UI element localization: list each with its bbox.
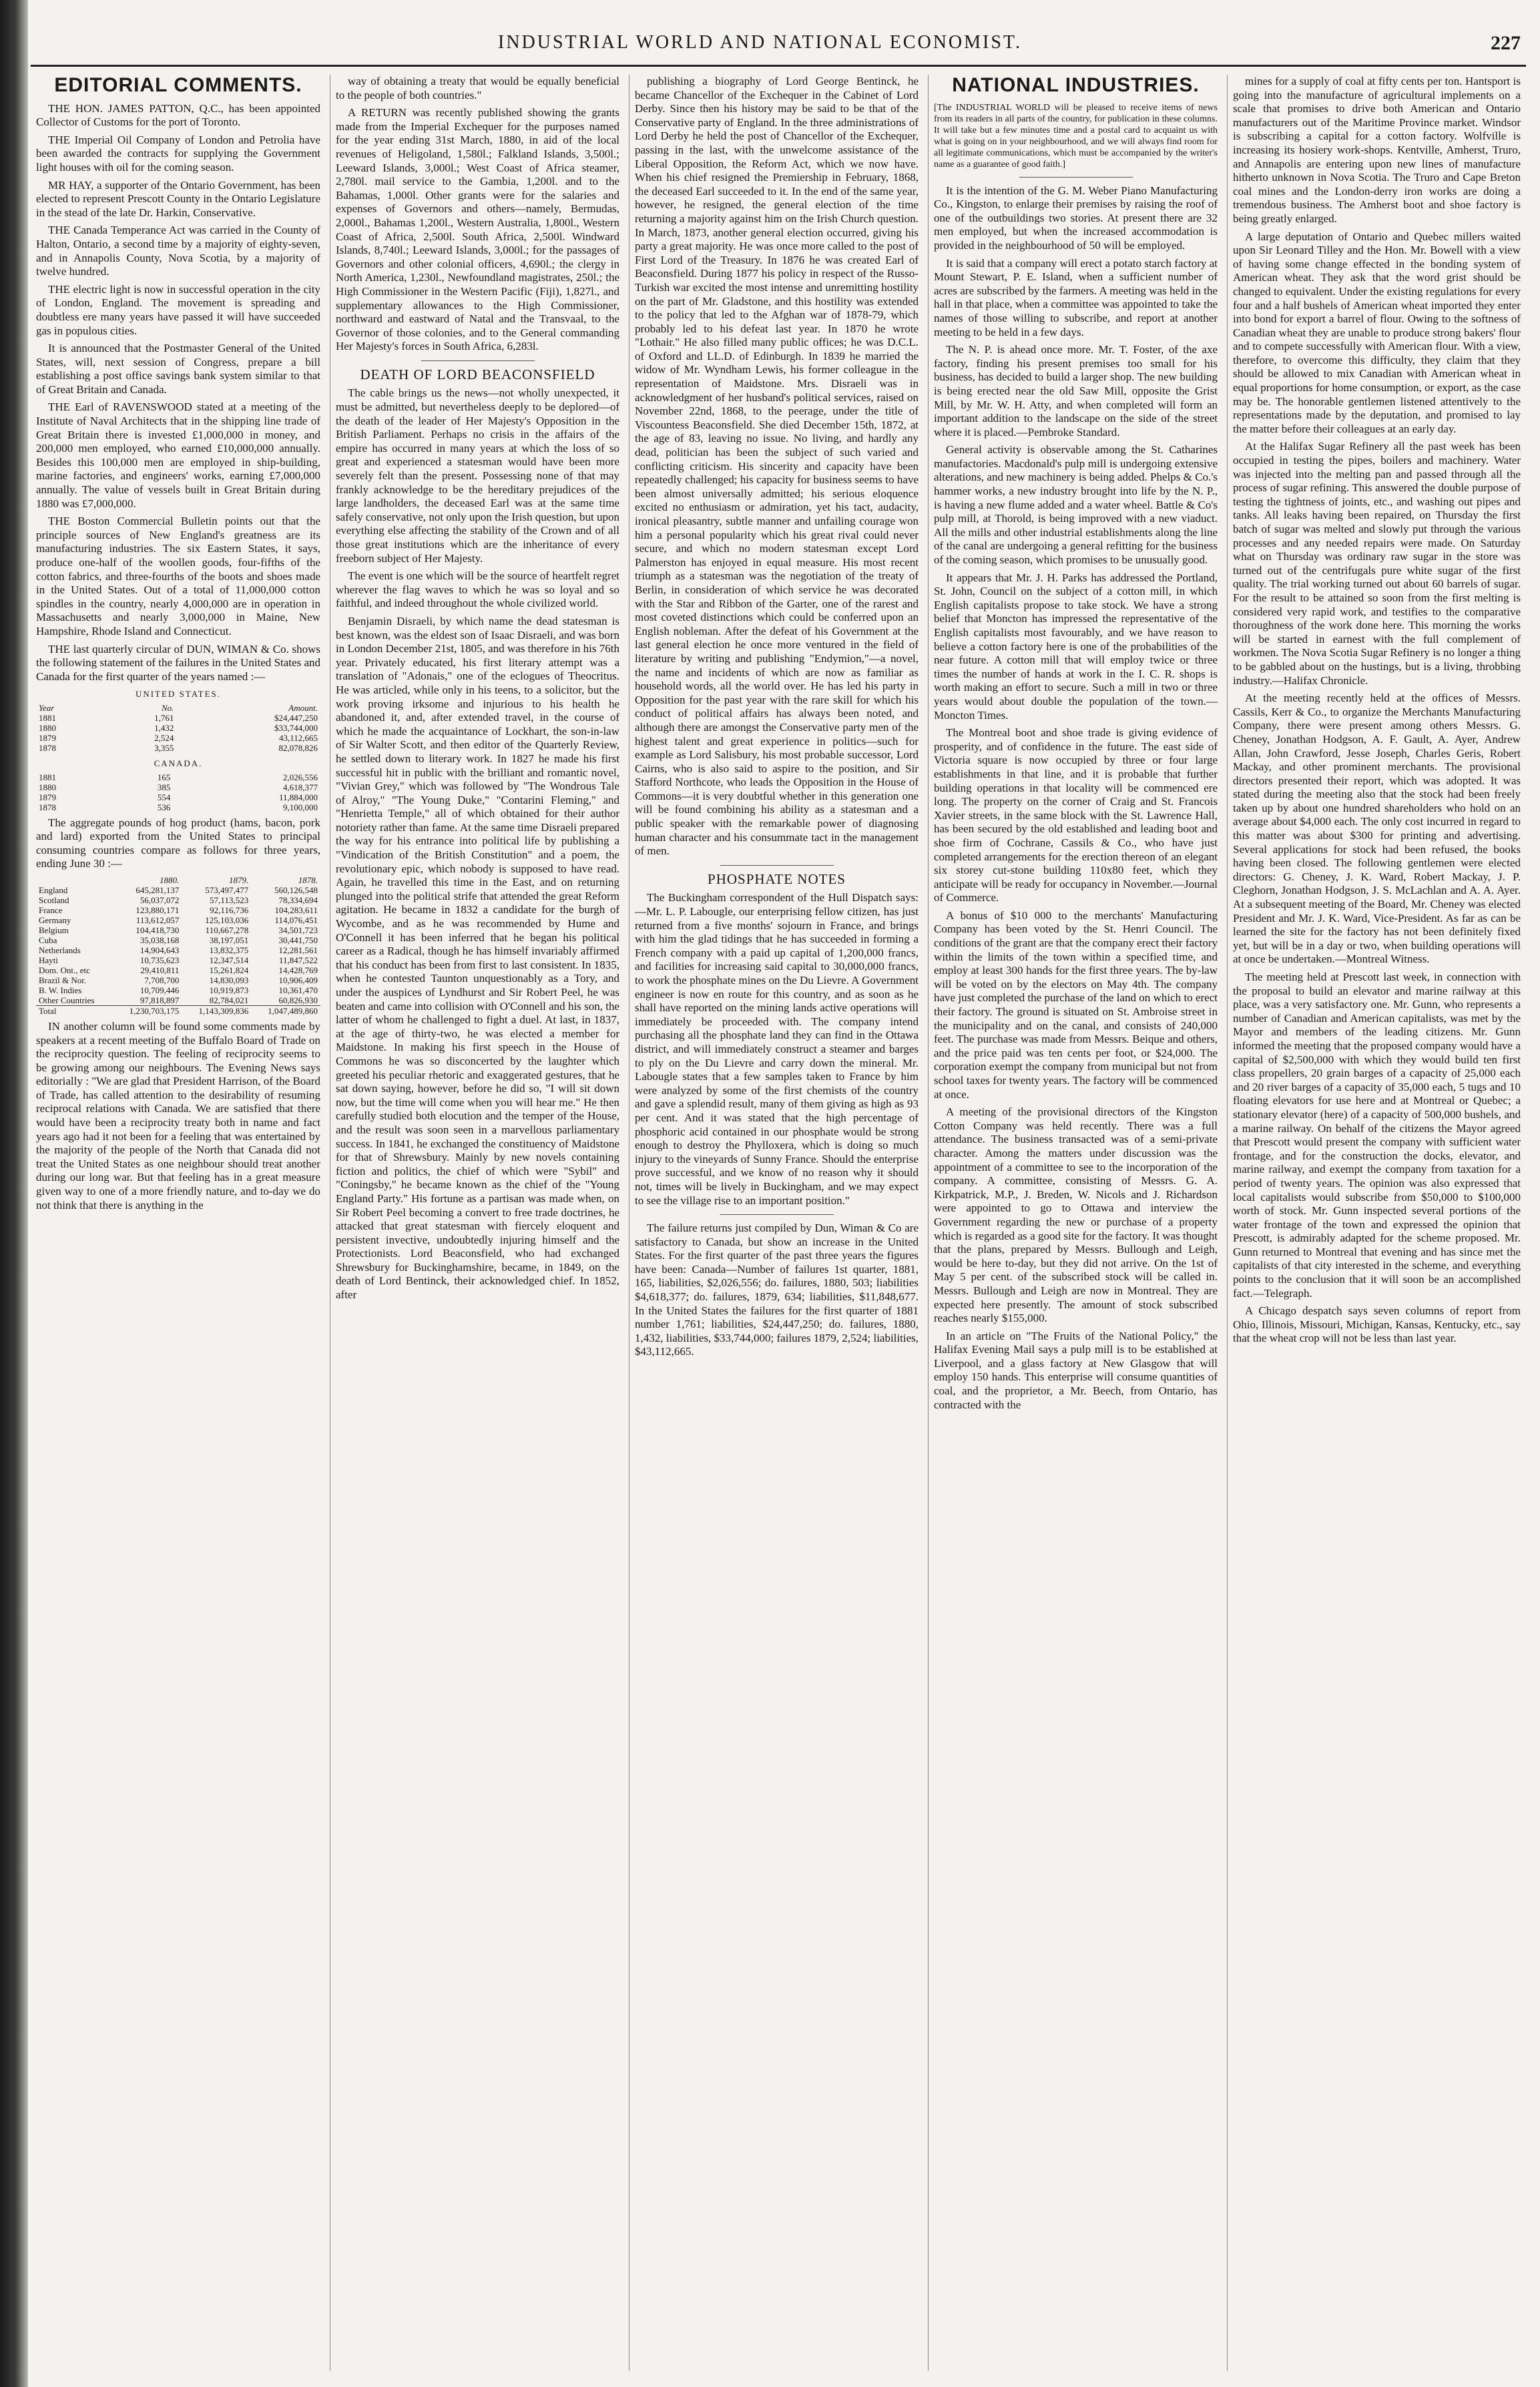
paragraph: Benjamin Disraeli, by which name the dead statesman is best known, was the eldest son of Isaac Disraeli, and was born in London December 21st, 1805, and was therefore in his 76th year. Privately educated, his first literary attempt was a translation of "Adonais," one of the eclogues of Theocritus. He was articled, while only in his teens, to a solicitor, but the work proving irksome and injurious to his health he abandoned it, and, after extended travel, in the course of which he made the acquaintance of Lockhart, the son-in-law of Sir Walter Scott, and then editor of the Quarterly Review, he settled down to literary work. In 1827 he made his first successful hit in public with the brilliant and romantic novel, "Vivian Grey," which was followed by "The Wondrous Tale of Alroy," "The Young Duke," "Contarini Fleming," and "Henrietta Temple," all of which obtained for their author notoriety rather than fame. At the same time Disraeli prepared the way for his entrance into political life by publishing a "Vindication of the British Constitution" and a poem, the revolutionary epic, which nobody is supposed to have read. Again, he travelled this time in the East, and on returning plunged into the political strife that attended the great Reform agitation. He became in 1832 a candidate for the burgh of Wycombe, and as he was recommended by Hume and O'Connell it has been inferred that he began his political career as a Radical, though he has himself invariably affirmed that his conduct has been from first to last consistent. In 1835, when he contested Taunton unquestionably as a Tory, and under the auspices of Lyndhurst and Sir Robert Peel, he was beaten and came into collision with O'Connell and his son, the latter of whom he challenged to fight a duel. At last, in 1837, at the age of thirty-two, he was elected a member for Maidstone. In making his first speech in the House of Commons he was so disconcerted by the laughter which greeted his peculiar rhetoric and exaggerated gestures, that he sat down saying, however, before he did so, "I will sit down now, but the time will come when you will hear me." He then carefully studied both elocution and the temper of the House, and the result was soon seen in a marvellous parliamentary success. In 1841, he exchanged the constituency of Maidstone for that of Shrewsbury. Mainly by new novels containing fiction and politics, the chief of which were "Sybil" and "Coningsby," he became known as the chief of the "Young England Party." His fortune as a partisan was made when, on Sir Robert Peel becoming a convert to free trade doctrines, he attacked that great statesman with fiercely eloquent and persistent invective, undoubtedly injuring himself and the Protectionists. Lord Beaconsfield, who had exchanged Shrewsbury for Buckinghamshire, became, in 1849, on the death of Lord Bentinck, their acknowledged chief. In 1852, after [336, 614, 619, 1302]
table-cell: 573,497,477 [205, 884, 249, 895]
paragraph: The event is one which will be the source of heartfelt regret wherever the flag waves to which he was so loyal and so faithful, and indeed throughout the whole civilized world. [336, 569, 619, 610]
canada-failures-table [36, 772, 320, 812]
paragraph: In an article on "The Fruits of the National Policy," the Halifax Evening Mail says a pulp mill is to be established at Liverpool, and a glass factory at New Glasgow that will employ 150 hands. This enterprise will consume quantities of coal, and the proprietor, a Mr. Beech, from Ontario, has contracted with the [934, 1329, 1218, 1411]
table-cell: 14,428,769 [278, 965, 318, 975]
table-cell: Total [36, 1005, 113, 1016]
table-cell: 1881 [39, 772, 56, 782]
page-number: 227 [1491, 32, 1521, 54]
table-cell: 10,735,623 [140, 955, 180, 965]
column-4 [928, 75, 1223, 2371]
paragraph: A large deputation of Ontario and Quebec millers waited upon Sir Leonard Tilley and the Hon. Mr. Bowell with a view of having some change effected in the bonding system of American wheat. They ask that the word grist should be changed to equivalent. Under the existing regulations for every four and a half bushels of American wheat imported they enter into bond for export a barrel of flour. Owing to the softness of Canadian wheat they are unable to produce strong bakers' flour and to compete successfully with American flour. With a view, therefore, to overcome this difficulty, they claim that they should be allowed to mix Canadian with American wheat in equal proportions for home consumption, or export, as the case may be. The honorable gentlemen listened attentively to the representations made by the deputation, and promised to lay the matter before their colleagues at an early day. [1233, 230, 1521, 435]
table-cell: Belgium [39, 924, 69, 935]
table-cell: Netherlands [39, 945, 81, 955]
hog-table-body [36, 885, 320, 1006]
table-row [36, 925, 320, 935]
paragraph: A Chicago despatch says seven columns of report from Ohio, Illinois, Missouri, Michigan, Kansas, Kentucky, etc., say that the wheat crop will not be less than last year. [1233, 1304, 1521, 1345]
paragraph: General activity is observable among the St. Catharines manufactories. Macdonald's pulp mill is undergoing extensive alterations, and new machinery is being added. Phelps & Co.'s hammer works, a new industry brought into life by the N. P., is having a new flume added and a water wheel. Battle & Co's pulp mill, at Thorold, is being improved with a new viaduct. All the mills and other industrial establishments along the line of the canal are undergoing a general refitting for the business of the coming season, which promises to be unusually good. [934, 443, 1218, 567]
table-row [36, 955, 320, 965]
table-row [36, 772, 320, 782]
table-row [36, 885, 320, 895]
table-cell: Other Countries [39, 995, 95, 1005]
table-cell: Cuba [39, 935, 57, 945]
table-cell: 104,418,730 [136, 924, 180, 935]
table-cell: 60,826,930 [278, 995, 318, 1005]
paragraph: The cable brings us the news—not wholly unexpected, it must be admitted, but nevertheless deeply to be deplored—of the death of the leader of Her Majesty's Opposition in the British Parliament. Perhaps no crisis in the affairs of the empire has occurred in many years at which the loss of so great and experienced a statesman would have been more severely felt than the present. Possessing none of that may frankly acknowledge to be the hereditary prejudices of the large landholders, the deceased Earl was at the same time safely conservative, not only upon the Irish question, but upon everything else affecting the stability of the Crown and of all those great institutions which are the inheritance of every freeborn subject of Her Majesty. [336, 386, 619, 565]
paragraph: A RETURN was recently published showing the grants made from the Imperial Exchequer for the purposes named for the year ending 31st March, 1880, in aid of the local revenues of Heligoland, 1,580l.; Falkland Islands, 3,500l.; Leeward Islands, 3,000l.; West Coast of Africa steamer, 2,780l. mail service to the Gambia, 1,200l. and to the Bahamas, 1,000l. Other grants were for the salaries and expenses of Governors and others—namely, Bermudas, 2,000l., Bahamas 1,200l., Western Australia, 1,800l., Western Coast of Africa, 2,500l. South Africa, 2,500l. Windward Islands, 8,740l.; Leeward Islands, 3,000l.; for the passages of Governors and other colonial officers, 4,690l.; the clergy in North America, 1,230l., Newfoundland magistrates, 250l.; the High Commissioner in the Western Pacific (Fiji), 1,827l., and supplementary allowances to the High Commissioner, northward and eastward of Natal and the Transvaal, to the Governor of those colonies, and to the General commanding Her Majesty's forces in South Africa, 6,283l. [336, 106, 619, 353]
paragraph: THE Boston Commercial Bulletin points out that the principle sources of New England's greatness are its manufacturing industries. The six Eastern States, it says, produce one-half of the woollen goods, four-fifths of the cotton fabrics, and three-fourths of the boots and shoes made in the United States. Out of a total of 11,000,000 cotton spindles in the country, nearly 4,000,000 are in operation in Massachusetts and nearly 3,000,000 in Maine, New Hampshire, Rhode Island and Connecticut. [36, 515, 320, 637]
table-row [36, 802, 320, 812]
table-header: 1878. [298, 874, 318, 885]
table-cell: 1880 [39, 782, 56, 792]
table-row [36, 995, 320, 1006]
table-header: Amount. [288, 702, 318, 713]
paragraph: It is announced that the Postmaster General of the United States, will, next session of Congress, prepare a bill establishing a post office savings bank system similar to that of Great Britain and Canada. [36, 342, 320, 396]
paragraph: THE Earl of RAVENSWOOD stated at a meeting of the Institute of Naval Architects that in the shipping line trade of Great Britain there is invested £1,000,000 in money, and 200,000 men employed, who earned £10,000,000 annually. Besides this 100,000 men are employed in ship-building, marine factories, and engineers' works, earning £7,000,000 annually. The value of vessels built in Great Britain during 1880 was £7,000,000. [36, 401, 320, 510]
table-cell: 12,281,561 [278, 945, 318, 955]
table-row [36, 782, 320, 792]
table-cell: 110,667,278 [205, 924, 249, 935]
paragraph: THE last quarterly circular of DUN, WIMAN & Co. shows the following statement of the failures in the United States and Canada for the first quarter of the years named :— [36, 642, 320, 683]
table-row [36, 915, 320, 925]
newspaper-page [31, 27, 1526, 2376]
column-3 [629, 75, 924, 2371]
table-row [36, 733, 320, 743]
paragraph: At the meeting recently held at the offices of Messrs. Cassils, Kerr & Co., to organize the Merchants Manufacturing Company, there were present among others Messrs. G. Cheney, Jonathan Hodgson, A. F. Gault, A. Ayer, Andrew Allan, John Crawford, Jesse Joseph, Charles Geris, Robert Mackay, and other prominent merchants. The provisional directors presented their report, which was adopted. It was stated during the meeting also that the stock had been freely taken up by about one hundred shareholders who hold on an average about $4,000 each. The only cost incurred in regard to this matter was about $300 for printing and advertising. Several applications for stock had been refused, the books having been closed. The following gentlemen were elected directors: G. Cheney, J. K. Ward, Robert Mackay, J. P. Cleghorn, Jonathan Hodgson, J. S. McLachlan and A. A. Ayer. At a subsequent meeting of the Board, Mr. Cheney was elected President and Mr. J. K. Ward, Vice-President. As far as can be learned the site for the factory has not been definitely fixed yet, but will be in a day or two, when building operations will at once be undertaken.—Montreal Witness. [1233, 692, 1521, 966]
scan-binding-edge [0, 0, 28, 2387]
table-cell: 38,197,051 [209, 935, 249, 945]
table-cell: 114,076,451 [274, 914, 318, 925]
paragraph: THE Imperial Oil Company of London and Petrolia have been awarded the contracts for supplying the Government light houses with oil for the coming season. [36, 133, 320, 174]
paragraph: IN another column will be found some comments made by speakers at a recent meeting of the Buffalo Board of Trade on the reciprocity question. The feeling of reciprocity seems to be growing among our neighbours. The Evening News says editorially : "We are glad that President Harrison, of the Board of Trade, has called attention to the desirability of resuming reciprocal relations with Canada. We are satisfied that there would have been a reciprocity treaty both in name and fact years ago had it not been for a feeling that was entertained by the majority of the people of the North that Canada did not treat the United States as one neighbour should treat another during our long war. But that feeling has in a great measure given way to one of a more friendly nature, and to-day we do not think that there is anything in the [36, 1019, 320, 1212]
table-row [36, 975, 320, 985]
paragraph: THE HON. JAMES PATTON, Q.C., has been appointed Collector of Customs for the port of Toronto. [36, 101, 320, 129]
table-cell: 536 [157, 802, 171, 812]
paragraph: It is said that a company will erect a potato starch factory at Mount Stewart, P. E. Island, when a sufficient number of acres are subscribed by the farmers. A meeting was held in the hall in that place, when a committee was appointed to take the names of those willing to subscribe, and report at another meeting to be held in a few days. [934, 256, 1218, 338]
table-cell: 125,103,036 [205, 914, 249, 925]
table-header: 1879. [228, 874, 249, 885]
table-cell: Germany [39, 914, 71, 925]
table-cell: 1,761 [154, 712, 174, 723]
table-cell: 30,441,750 [278, 935, 318, 945]
table-cell: 165 [157, 772, 171, 782]
table-cell: 4,618,377 [283, 782, 318, 792]
table-cell: 11,847,522 [278, 955, 318, 965]
table-cell: 1878 [39, 802, 56, 812]
divider [1019, 177, 1133, 178]
table-cell: 104,283,611 [274, 904, 318, 915]
table-cell: 14,904,643 [140, 945, 180, 955]
table-cell: 35,038,168 [140, 935, 180, 945]
paragraph: At the Halifax Sugar Refinery all the past week has been occupied in testing the pipes, boilers and machinery. Water was injected into the melting pan and passed through all the process of sugar refining. This answered the double purpose of testing the tightness of joints, etc., and washing out pipes and tanks. All leaks having been repaired, on Thursday the first batch of sugar was melted and slowly put through the various processes and any needed repairs were made. On Saturday what on Thursday was ordinary raw sugar in the store was turned out of the centrifugals pure white sugar of the first quality. The trial working turned out about 60 barrels of sugar. For the result to be attained so soon from the first melting is considered very rapid work, and testifies to the comparative thoroughness of the work done here. This morning the works will be started in earnest with the full complement of workmen. The Nova Scotia Sugar Refinery is no longer a thing to be gabbled about on the hustings, but is a living, throbbing industry.—Halifax Chronicle. [1233, 440, 1521, 687]
table-cell: 1880 [39, 722, 56, 733]
table-row [36, 985, 320, 995]
us-failures-table [36, 703, 320, 753]
column-2 [330, 75, 625, 2371]
paragraph: A bonus of $10 000 to the merchants' Manufacturing Company has been voted by the St. Henri Council. The conditions of the grant are that the company erect their factory within the limits of the town within a specified time, and employ at least 300 hands for the first three years. The by-law will be voted on by the electors on May 4th. The company have just completed the purchase of the land on which to erect their factory. The ground is situated on St. Ambroise street in the municipality and on the canal, and consists of 240,000 feet. The purchase was made from Messrs. Beique and others, and the price paid was ten cents per foot, or $24,000. The corporation exempt the company from municipal but not from school taxes for twenty years. The factory will be commenced at once. [934, 908, 1218, 1101]
paragraph: A meeting of the provisional directors of the Kingston Cotton Company was held recently. There was a full attendance. The business transacted was of a semi-private character. Among the matters under discussion was the appointment of a committee to see to the incorporation of the company. A committee, consisting of Messrs. G. A. Kirkpatrick, M.P., J. Breden, W. Nicols and J. Richardson were appointed to go to Ottawa and interview the Government regarding the new or purchase of a property which is regarded as a good site for the factory. It was thought that the plans, prepared by Messrs. Bullough and Leigh, would be here to-day, but they did not arrive. On the 1st of May 5 per cent. of the subscribed stock will be called in. Messrs. Bullough and Leigh are now in Montreal. They are expected here presently. The amount of stock subscribed reaches nearly $155,000. [934, 1105, 1218, 1325]
table-cell: 2,026,556 [283, 772, 318, 782]
table-header: No. [161, 702, 174, 713]
table-cell: 1879 [39, 732, 56, 743]
table-cell: 1,230,703,175 [113, 1005, 182, 1016]
table-cell: Brazil & Nor. [39, 975, 87, 985]
paragraph: The Buckingham correspondent of the Hull Dispatch says:—Mr. L. P. Labougle, our enterprising fellow citizen, has just returned from a five months' sojourn in France, and brings with him the glad tidings that he has succeeded in forming a French company with a paid up capital of 1,200,000 francs, and facilities for increasing said capital to 30,000,000 francs, to work the phosphate mines on the Du Lievre. A Government engineer is now en route for this country, and as soon as he shall have reported on the mining lands active operations will immediately be proceeded with. The company intend purchasing all the phosphate land they can find in the Ottawa district, and will immediately construct a steamer and barges to ply on the Du Lievre and carry down the mineral. Mr. Labougle states that a few samples taken to France by him were analyzed by some of the first chemists of the country and gave a splendid result, many of them giving as high as 93 per cent. And it was stated that the high percentage of phosphoric acid contained in our phosphate would be strong enough to destroy the Phylloxera, which is doing so much injury to the vineyards of Sunny France. Should the enterprise prove successful, and we know of no reason why it should not, times will be lively in Buckingham, and we may expect to see the village rise to an important position." [635, 891, 919, 1207]
table-cell: 9,100,000 [283, 802, 318, 812]
table-cell: 554 [157, 792, 171, 802]
table-cell: 1881 [39, 712, 56, 723]
table-cell: $24,447,250 [274, 712, 318, 723]
table-cell: 82,078,826 [278, 742, 318, 753]
divider [720, 1214, 834, 1215]
table-cell: 11,884,000 [278, 792, 318, 802]
table-row [36, 743, 320, 753]
table-cell: 12,347,514 [209, 955, 249, 965]
table-cell: 14,830,093 [209, 975, 249, 985]
table-row [36, 935, 320, 945]
table-cell: 1879 [39, 792, 56, 802]
table-cell: 56,037,072 [140, 894, 180, 905]
table-cell: 385 [157, 782, 171, 792]
table-cell: 123,880,171 [136, 904, 180, 915]
column-1 [31, 75, 326, 2371]
paragraph: MR HAY, a supporter of the Ontario Government, has been elected to represent Prescott County in the Ontario Legislature in the stead of the late Dr. Harkin, Conservative. [36, 178, 320, 219]
paragraph: The N. P. is ahead once more. Mr. T. Foster, of the axe factory, finding his present premises too small for his business, has decided to build a larger shop. The new building is being erected near the old Saw Mill, opposite the Grist Mill, by Mr. W. H. Atty, and when completed will form an important addition to the landscape on the side of the street where it is placed.—Pembroke Standard. [934, 343, 1218, 439]
table-cell: 43,112,665 [278, 732, 318, 743]
table-cell: 1,432 [154, 722, 174, 733]
table-row [36, 965, 320, 975]
table-cell: $33,744,000 [274, 722, 318, 733]
table-cell: 560,126,548 [274, 884, 318, 895]
table-cell: Dom. Ont., etc [39, 965, 90, 975]
table-cell: 2,524 [154, 732, 174, 743]
table-row [36, 713, 320, 723]
phosphate-heading: PHOSPHATE NOTES [708, 870, 846, 887]
table-cell: 1,047,489,860 [251, 1005, 320, 1016]
table-cell: 29,410,811 [140, 965, 180, 975]
table-cell: B. W. Indies [39, 985, 82, 995]
table-cell: 7,708,700 [144, 975, 180, 985]
table-row [36, 905, 320, 915]
table-total-row [36, 1005, 320, 1016]
table-cell: 10,361,470 [278, 985, 318, 995]
paragraph: publishing a biography of Lord George Bentinck, he became Chancellor of the Exchequer in the Cabinet of Lord Derby. Since then his history may be said to be that of the Conservative party of England. In the three administrations of Lord Derby he held the post of Chancellor of the Exchequer, passing in the last, with the unwelcome assistance of the Liberal Opposition, the Reform Act, which we now have. When his chief resigned the Premiership in February, 1868, the deceased Earl succeeded to it. In the end of the same year, however, he resigned, the general election of the time returning a majority against him on the Irish Church question. In March, 1873, another general election occurred, giving his party a great majority. He was once more called to the post of First Lord of the Treasury. In 1876 he was created Earl of Beaconsfield. During 1877 his policy in respect of the Russo-Turkish war excited the most intense and unremitting hostility on the part of Mr. Gladstone, and this hostility was extended to the policy that led to the Afghan war of 1878-79, which probably led to his defeat last year. In 1870 he wrote "Lothair." He also filled many public offices; he was D.C.L. of Oxford and LL.D. of Edinburgh. In 1839 he married the widow of Mr. Wyndham Lewis, his former colleague in the representation of Maidstone. Mrs. Disraeli was in acknowledgment of her husband's political services, raised on November 22nd, 1868, to the peerage, under the title of Viscountess Beaconsfield. She died December 15th, 1872, at the age of 83, leaving no issue. No living, and hardly any dead, politician has been the subject of such varied and conflicting criticism. His sincerity and capacity have been repeatedly challenged; his capacity for business seems to have been almost universally admitted; his serious eloquence excited no enthusiasm or admiration, yet his tact, audacity, ironical pleasantry, subtle manner and unfailing courage won him a personal popularity which his great rival could never secure, and which no modern statesman except Lord Palmerston has enjoyed in equal measure. His most recent triumph as a statesman was the negotiation of the treaty of Berlin, in consideration of which service he was decorated with the Star and Ribbon of the Garter, one of the rarest and most coveted distinctions which could be conferred upon an English nobleman. After the defeat of his Government at the last general election he once more ventured in the field of literature by writing and publishing "Endymion,"—a novel, the name and incidents of which are now as familiar as household words, all the world over. He has led his party in Opposition for the past year with the rare skill for which his conduct of political affairs has always been noted, and although there are amongst the Conservative party men of the highest talent and great experience in politics—such for example as Lord Salisbury, his most probable successor, Lord Cairns, who is also said to aspire to the position, and Sir Stafford Northcote, who leads the Opposition in the House of Commons—it is very doubtful whether in this generation one will be found combining his ability as a statesman and a public speaker with the remarkable power of diagnosing human character and his consummate tact in the management of men. [635, 75, 919, 858]
table-cell: 10,709,446 [140, 985, 180, 995]
running-title: INDUSTRIAL WORLD AND NATIONAL ECONOMIST. [498, 32, 1022, 53]
paragraph: THE Canada Temperance Act was carried in the County of Halton, Ontario, a second time by a majority of eighty-seven, and in Annapolis County, Nova Scotia, by a majority of twelve hundred. [36, 224, 320, 278]
columns [31, 75, 1526, 2371]
table-row [36, 792, 320, 802]
table-cell: 1,143,309,836 [182, 1005, 251, 1016]
hog-product-table [36, 875, 320, 1016]
paragraph: The failure returns just compiled by Dun, Wiman & Co are satisfactory to Canada, but show an increase in the United States. For the first quarter of the past three years the figures have been: Canada—Number of failures 1st quarter, 1881, 165, liabilities, $2,026,556; do. failures, 1880, 503; liabilities $4,618,377; do. failures, 1879, 634; liabilities, $11,848,677. In the United States the failures for the first quarter of 1881 number 1,761; liabilities, $24,447,250; do. failures, 1880, 1,432, liabilities, $33,744,000; failures 1879, 2,524; liabilities, $43,112,665. [635, 1222, 919, 1358]
canada-failures-table-title: CANADA. [154, 758, 203, 768]
table-row [36, 895, 320, 905]
table-cell: 78,334,694 [278, 894, 318, 905]
table-cell: 97,818,897 [140, 995, 180, 1005]
editorial-heading: EDITORIAL COMMENTS. [54, 75, 302, 96]
table-cell: 13,832,375 [209, 945, 249, 955]
table-cell: France [39, 904, 63, 915]
table-cell: England [39, 884, 68, 895]
table-cell: 92,116,736 [210, 904, 249, 915]
table-header [36, 875, 113, 885]
table-header: 1880. [160, 874, 180, 885]
paragraph: THE electric light is now in successful operation in the city of London, England. The movement is spreading and doubtless ere many years have passed it will have succeeded gas in populous cities. [36, 282, 320, 337]
table-cell: 34,501,723 [278, 924, 318, 935]
table-cell: 82,784,021 [209, 995, 249, 1005]
table-cell: 10,919,873 [209, 985, 249, 995]
table-header: Year [39, 702, 55, 713]
paragraph: The Montreal boot and shoe trade is giving evidence of prosperity, and of confidence in the future. The east side of Victoria square is now occupied by three or four large establishments in that line, and it is probable that further building operations in that locality will be commenced ere long. The property on the corner of Craig and St. Francois Xavier streets, in the same block with the St. Lawrence Hall, has been secured by the old established and leading boot and shoe firm of Cochrane, Cassils & Co., who have just completed arrangements for the erection thereon of an elegant six storey cut-stone building 110x80 feet, which they anticipate will be ready for occupancy in November.—Journal of Commerce. [934, 726, 1218, 904]
table-row [36, 723, 320, 733]
table-cell: Scotland [39, 894, 69, 905]
table-cell: 645,281,137 [136, 884, 180, 895]
table-cell: Hayti [39, 955, 58, 965]
paragraph: It is the intention of the G. M. Weber Piano Manufacturing Co., Kingston, to enlarge their premises by raising the roof of one of the outbuildings two stories. At present there are 32 men employed, but when the increased accommodation is provided in the neighbourhood of 50 will be employed. [934, 184, 1218, 252]
table-cell: 3,355 [154, 742, 174, 753]
us-failures-table-title: UNITED STATES. [135, 689, 222, 700]
editor-note: [The INDUSTRIAL WORLD will be pleased to receive items of news from its readers in all parts of the country, for publication in these columns. It will take but a few minutes time and a postal card to acquaint us with what is going on in your neighbourhood, and we will always find room for all legitimate communications, which must be accompanied by the writer's name as a guarantee of good faith.] [934, 102, 1218, 170]
beaconsfield-heading: DEATH OF LORD BEACONSFIELD [360, 366, 595, 382]
paragraph: mines for a supply of coal at fifty cents per ton. Hantsport is going into the manufacture of agricultural implements on a scale that promises to drive both American and Ontario manufacturers out of the Maritime Province market. Windsor is subscribing a capital for a cotton factory. Wolfville is increasing its hosiery work-shops. Kentville, Amherst, Truro, and Annapolis are entering upon new lines of manufacture hitherto unknown in Nova Scotia. The Truro and Cape Breton coal mines and the London-derry iron works are doing a tremendous business. The Amherst boot and shoe factory is being greatly enlarged. [1233, 75, 1521, 225]
column-5 [1227, 75, 1526, 2371]
table-cell: 1878 [39, 742, 56, 753]
table-row [36, 945, 320, 955]
paragraph: The aggregate pounds of hog product (hams, bacon, pork and lard) exported from the United States to principal consuming countries compare as follows for three years, ending June 30 :— [36, 816, 320, 870]
table-cell: 15,261,824 [209, 965, 249, 975]
page-header [31, 27, 1526, 67]
divider [720, 865, 834, 866]
paragraph: The meeting held at Prescott last week, in connection with the proposal to build an elevator and marine railway at this place, was a very satisfactory one. Mr. Gunn, who represents a number of Canadian and American capitalists, was met by the Mayor and members of the leading citizens. Mr. Gunn informed the meeting that the proposed company would have a capital of $2,500,000 with which they would build ten first class propellers, 20 grain barges of a capacity of 25,000 each and 20 river barges of a capacity of 35,000 each, 5 tugs and 10 floating elevators for use here and at Montreal or Quebec; a stationary elevator (here) of a capacity of 500,000 bushels, and a marine railway. On behalf of the citizens the Mayor agreed that Prescott would present the company with sufficient water frontage, and for the construction the docks, elevator, and marine railway, and exempt the company from taxation for a period of twenty years. The opinion was also expressed that local capitalists would subscribe from $50,000 to $100,000 worth of stock. Mr. Gunn inspected several portions of the water frontage of the town and expressed the opinion that Prescott, is admirably adapted for the scheme proposed. Mr. Gunn returned to Montreal that evening and has since met the capitalists of that city interested in the scheme, and everything points to the conclusion that it will soon be an accomplished fact.—Telegraph. [1233, 971, 1521, 1300]
table-cell: 10,906,409 [278, 975, 318, 985]
table-cell: 113,612,057 [136, 914, 180, 925]
national-industries-heading: NATIONAL INDUSTRIES. [952, 75, 1200, 96]
divider [421, 360, 535, 361]
paragraph: It appears that Mr. J. H. Parks has addressed the Portland, St. John, Council on the subject of a cotton mill, in which English capitalists propose to take stock. We have a strong belief that Moncton has impressed the representative of the English capitalists most favourably, and we have reason to believe a cotton factory here is one of the probabilities of the near future. A cotton mill that will employ twice or three times the number of hands at work in the I. C. R. shops is worth making an effort to secure. Such a mill in two or three years would about double the population of the town.—Moncton Times. [934, 571, 1218, 722]
table-cell: 57,113,523 [210, 894, 249, 905]
paragraph: way of obtaining a treaty that would be equally beneficial to the people of both countries." [336, 75, 619, 101]
